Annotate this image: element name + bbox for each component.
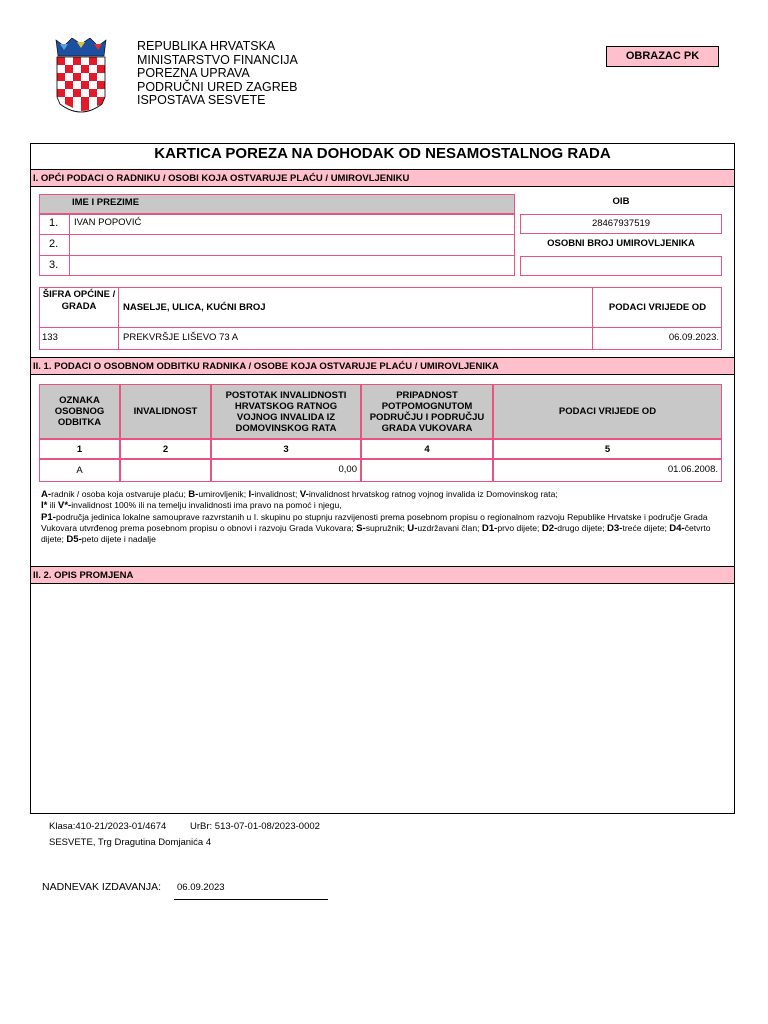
legend-key: S- [356,522,366,534]
legend-text: invalidnost; [254,489,300,499]
row-number: 2. [49,238,59,250]
addr-valid: 06.09.2023. [668,332,719,343]
legend-key: I- [248,489,255,500]
col-number: 2 [120,439,211,459]
form-code-badge: OBRAZAC PK [606,46,719,67]
employee-name: IVAN POPOVIĆ [74,217,142,228]
klasa: Klasa:410-21/2023-01/4674 [49,821,167,832]
name-header-row [39,194,515,214]
legend-text: područja jedinica lokalne samouprave razvrstanih u I. skupinu po stupnju razvijenosti prema posebnom propisu o regionalnom razvoju Republike Hrvatske i područje Grada Vukovara utvrđenog prema posebnom propisu o obnovi i razvoju Grada Vukovara; [41,511,708,533]
col-header: INVALIDNOST [120,384,211,439]
area-value [361,459,493,482]
issue-date-label: NADNEVAK IZDAVANJA: [42,881,162,893]
section1-heading: I. OPĆI PODACI O RADNIKU / OSOBI KOJA OSTVARUJE PLAĆU / UMIROVLJENIKU [31,169,734,187]
issuer-line: POREZNA UPRAVA [137,66,250,81]
col-number: 3 [211,439,361,459]
legend-text: drugo dijete; [557,522,607,533]
legend-text: invalidnost 100% ili na temelju invalidnosti ima pravo na pomoć i njegu, [71,500,342,511]
deduction-code: A [39,459,120,482]
coat-of-arms-icon [52,38,110,118]
urbr: UrBr: 513-07-01-08/2023-0002 [190,821,320,832]
row-divider [39,234,515,235]
pension-label: OSOBNI BROJ UMIROVLJENIKA [547,238,695,249]
row-number: 1. [49,217,59,229]
issuer-line: REPUBLIKA HRVATSKA [137,39,276,53]
name-header: IME I PREZIME [72,197,140,208]
addr-header-valid: PODACI VRIJEDE OD [608,302,707,313]
legend-text: uzdržavani član; [417,522,482,533]
col-header: PRIPADNOST POTPOMOGNUTOM PODRUČJU I PODRUČJU GRADA VUKOVARA [361,384,493,439]
addr-header-street: NASELJE, ULICA, KUĆNI BROJ [123,302,266,313]
addr-code: 133 [42,332,58,343]
legend-key: V*- [57,500,72,512]
row-divider [39,327,722,328]
legend-key: A- [41,489,52,500]
addr-street: PREKVRŠJE LIŠEVO 73 A [123,332,239,343]
legend-key: I* [41,500,48,512]
section2-heading: II. 1. PODACI O OSOBNOM ODBITKU RADNIKA / OSOBE KOJA OSTVARUJE PLAĆU / UMIROVLJENIKA [31,357,734,375]
legend-key: D3- [606,522,623,534]
issuer-line: MINISTARSTVO FINANCIJA [137,52,298,67]
disability-percent: 0,00 [211,459,361,482]
issuer-line: PODRUČNI URED ZAGREB [137,79,298,94]
legend-key: B- [188,489,199,500]
issuer-line: ISPOSTAVA SESVETE [137,93,266,108]
legend-line [41,500,721,511]
legend-text: supružnik; [365,522,408,533]
deduction-valid-from: 01.06.2008. [493,459,722,482]
addr-header-code: ŠIFRA OPĆINE / GRADA [42,289,116,312]
legend-text: ili [47,500,58,511]
issue-date: 06.09.2023 [177,882,225,893]
legend-text: invalidnost hrvatskog ratnog vojnog invalida iz Domovinskog rata; [308,489,558,499]
legend-key: D4- [669,522,685,534]
office-address: SESVETE, Trg Dragutina Domjanića 4 [49,837,212,848]
legend-line [41,512,721,546]
pension-value [520,256,722,276]
legend-key: V- [299,489,309,500]
legend-text: četvrto dijete; [41,522,711,545]
legend-text: prvo dijete; [497,522,542,533]
col-number: 4 [361,439,493,459]
form-title: KARTICA POREZA NA DOHODAK OD NESAMOSTALNOG RADA [154,145,611,162]
oib-value: 28467937519 [520,214,722,234]
legend-key: P1- [41,511,56,523]
section3-heading: II. 2. OPIS PROMJENA [31,566,734,584]
legend-key: D5- [66,534,82,546]
col-number: 1 [39,439,120,459]
row-number: 3. [49,259,59,271]
legend-line [41,489,721,500]
col-header: OZNAKA OSOBNOG ODBITKA [39,384,120,439]
signature-line [174,899,328,900]
legend [41,489,721,545]
name-divider [69,214,70,276]
col-header: POSTOTAK INVALIDNOSTI HRVATSKOG RATNOG VOJNOG INVALIDA IZ DOMOVINSKOG RATA [211,384,361,439]
issuer-block [137,40,298,108]
legend-text: umirovljenik; [198,489,249,499]
legend-key: U- [407,522,418,534]
row-divider [39,255,515,256]
legend-text: peto dijete i nadalje [81,534,156,545]
col-number: 5 [493,439,722,459]
legend-text: radnik / osoba koja ostvaruje plaću; [51,489,189,499]
legend-key: D1- [481,522,498,534]
disability-value [120,459,211,482]
col-header: PODACI VRIJEDE OD [493,384,722,439]
legend-text: treće dijete; [622,522,670,533]
oib-label: OIB [612,196,630,207]
legend-key: D2- [541,522,558,534]
col-divider [118,287,119,350]
